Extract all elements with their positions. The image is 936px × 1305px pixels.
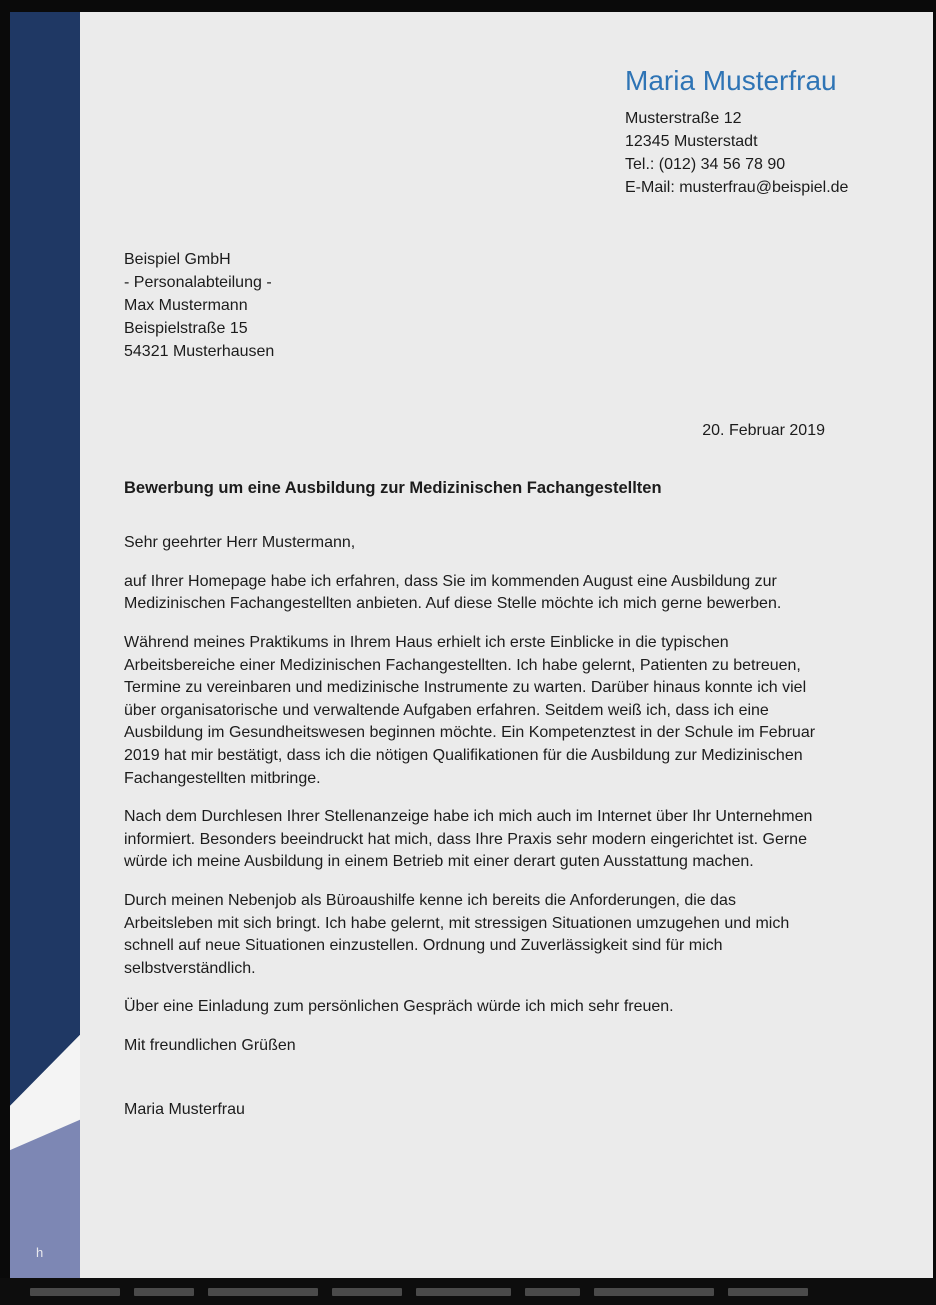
recipient-contact: Max Mustermann <box>124 297 248 314</box>
sender-phone: Tel.: (012) 34 56 78 90 <box>625 156 786 173</box>
letter-paragraph: Über eine Einladung zum persönlichen Gespräch würde ich mich sehr freuen. <box>124 998 674 1016</box>
letter-paragraph: auf Ihrer Homepage habe ich erfahren, dass Sie im kommenden August eine Ausbildung zur Medizinischen Fachangestellten anbieten. Auf diese Stelle möchte ich mich gerne bewerben. <box>124 572 782 613</box>
letter-subject: Bewerbung um eine Ausbildung zur Medizinischen Fachangestellten <box>124 478 662 497</box>
letter-paragraph: Während meines Praktikums in Ihrem Haus erhielt ich erste Einblicke in die typischen Arbeitsbereiche einer Medizinischen Fachangestellten. Ich habe gelernt, Patienten zu betreuen, Termine zu vereinbaren und medizinische Instrumente zu warten. Darüber hinaus konnte ich viel über organisatorische und verwaltende Aufgaben erfahren. Seitdem weiß ich, dass ich eine Ausbildung im Gesundheitswesen beginnen möchte. Ein Kompetenztest in der Schule im Februar 2019 hat mir bestätigt, dass ich die nötigen Qualifikationen für die Ausbildung zur Medizinischen Fachangestellten mitbringe. <box>124 633 816 787</box>
letter-paragraph: Durch meinen Nebenjob als Büroaushilfe kenne ich bereits die Anforderungen, die das Arbeitsleben mit sich bringt. Ich habe gelernt, mit stressigen Situationen umzugehen und mich schnell auf neue Situationen einzustellen. Ordnung und Zuverlässigkeit sind für mich selbstverständlich. <box>124 891 790 977</box>
footer-segment <box>134 1288 194 1296</box>
letter-closing: Mit freundlichen Grüßen <box>124 1036 296 1054</box>
footer-segment <box>594 1288 714 1296</box>
recipient-block <box>124 248 274 363</box>
letter-signature: Maria Musterfrau <box>124 1101 245 1119</box>
sender-street: Musterstraße 12 <box>625 110 742 127</box>
footer-segment <box>208 1288 318 1296</box>
letter-date: 20. Februar 2019 <box>702 422 825 439</box>
letter-paragraph: Nach dem Durchlesen Ihrer Stellenanzeige habe ich mich auch im Internet über Ihr Unternehmen informiert. Besonders beeindruckt hat mich, dass Ihre Praxis sehr modern eingerichtet ist. Gerne würde ich meine Ausbildung in einem Betrieb mit einer derart guten Ausstattung machen. <box>124 808 813 871</box>
footer-segment <box>525 1288 580 1296</box>
left-border <box>0 0 10 1305</box>
footer-segment <box>728 1288 808 1296</box>
left-accent-stripe <box>10 12 80 1278</box>
footer-segment <box>416 1288 511 1296</box>
watermark-letter: h <box>36 1245 44 1260</box>
letter-salutation: Sehr geehrter Herr Mustermann, <box>124 534 356 552</box>
recipient-department: - Personalabteilung - <box>124 274 272 291</box>
sender-city: 12345 Musterstadt <box>625 133 758 150</box>
footer-segment <box>332 1288 402 1296</box>
sender-email: E-Mail: musterfrau@beispiel.de <box>625 179 849 196</box>
footer-credit-strip <box>0 1278 936 1305</box>
recipient-city: 54321 Musterhausen <box>124 343 275 360</box>
footer-segment <box>30 1288 120 1296</box>
sender-block <box>625 64 905 199</box>
top-border <box>0 0 936 12</box>
recipient-company: Beispiel GmbH <box>124 251 231 268</box>
sender-name: Maria Musterfrau <box>625 65 837 96</box>
letter-body <box>124 420 825 1122</box>
recipient-street: Beispielstraße 15 <box>124 320 248 337</box>
